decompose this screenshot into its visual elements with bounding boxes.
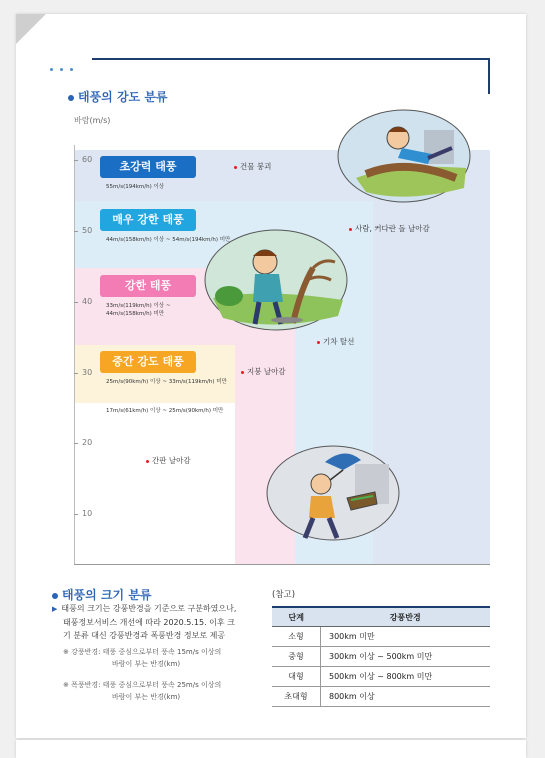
tick-50: 50 [82, 226, 93, 235]
header-radius: 강풍반경 [321, 607, 491, 627]
red-dot-icon [317, 341, 320, 344]
size-table [272, 606, 490, 707]
cell-radius: 500km 이상 ~ 800km 미만 [321, 667, 491, 687]
illustration-person-blown-away [336, 108, 472, 204]
note-storm-radius: ※ 폭풍반경: 태풍 중심으로부터 풍속 25m/s 이상의 바람이 부는 반경(km) [63, 681, 222, 701]
size-body: ▶ 태풍의 크기는 강풍반경을 기준으로 구분하였으나, 태풍정보서비스 개선에 따라 2020.5.15. 이후 크 기 분류 대신 강풍반경과 폭풍반경 정보로 제공 [52, 604, 237, 640]
tick-mark [74, 302, 78, 303]
table-row [272, 687, 490, 707]
tick-mark [74, 373, 78, 374]
table-header-row [272, 607, 490, 627]
level-medium-pill: 중간 강도 태풍 [100, 351, 196, 373]
triangle-bullet-icon: ▶ [52, 605, 58, 613]
illustration-tree-bending [203, 228, 349, 332]
table-row [272, 627, 490, 647]
size-section-title: 태풍의 크기 분류 [52, 586, 152, 603]
red-dot-icon [146, 460, 149, 463]
note-gale-radius: ※ 강풍반경: 태풍 중심으로부터 풍속 15m/s 이상의 바람이 부는 반경(km) [63, 648, 222, 668]
level-strong-desc-2: 44m/s(158km/h) 미만 [106, 311, 165, 317]
level-super-desc: 55m/s(194km/h) 이상 [106, 184, 165, 190]
effect-train: 기차 탈선 [317, 336, 354, 347]
level-strong-desc-1: 33m/s(119km/h) 이상 ~ [106, 303, 171, 309]
cell-radius: 800km 이상 [321, 687, 491, 707]
level-super-pill: 초강력 태풍 [100, 156, 196, 178]
table-row [272, 667, 490, 687]
y-axis-label: 바람(m/s) [74, 116, 111, 125]
red-dot-icon [241, 371, 244, 374]
tick-30: 30 [82, 368, 93, 377]
illustration-umbrella-wind [265, 444, 401, 542]
level-very-strong-desc: 44m/s(158km/h) 이상 ~ 54m/s(194km/h) 미만 [106, 237, 231, 243]
x-axis [74, 564, 490, 565]
effect-people-stones: 사람, 커다란 돌 날아감 [349, 223, 430, 234]
tick-mark [74, 443, 78, 444]
cell-level: 소형 [272, 627, 321, 647]
level-tropical-desc: 17m/s(61km/h) 이상 ~ 25m/s(90km/h) 미만 [106, 408, 224, 414]
level-very-strong-pill: 매우 강한 태풍 [100, 209, 196, 231]
red-dot-icon [349, 228, 352, 231]
tick-60: 60 [82, 155, 93, 164]
tick-mark [74, 160, 78, 161]
cell-radius: 300km 미만 [321, 627, 491, 647]
header-level: 단계 [272, 607, 321, 627]
red-dot-icon [234, 166, 237, 169]
cell-level: 초대형 [272, 687, 321, 707]
intensity-section-title: 태풍의 강도 분류 [68, 88, 168, 105]
page-fold-corner [16, 14, 46, 44]
cell-level: 대형 [272, 667, 321, 687]
reference-label: (참고) [272, 590, 296, 600]
header-rule [92, 58, 490, 60]
bullet-icon [68, 95, 74, 101]
level-strong-pill: 강한 태풍 [100, 275, 196, 297]
cell-radius: 300km 이상 ~ 500km 미만 [321, 647, 491, 667]
y-axis [74, 145, 75, 565]
effect-signboard: 간판 날아감 [146, 455, 191, 466]
tick-20: 20 [82, 438, 93, 447]
decor-dots [50, 56, 80, 75]
cell-level: 중형 [272, 647, 321, 667]
tick-mark [74, 231, 78, 232]
effect-building: 건물 붕괴 [234, 161, 271, 172]
tick-10: 10 [82, 509, 93, 518]
effect-roof: 지붕 날아감 [241, 366, 286, 377]
header-rule-vertical [488, 58, 490, 94]
level-medium-desc: 25m/s(90km/h) 이상 ~ 33m/s(119km/h) 미만 [106, 379, 227, 385]
tick-mark [74, 514, 78, 515]
next-page-edge [16, 740, 526, 758]
bullet-icon [52, 593, 58, 599]
table-row [272, 647, 490, 667]
tick-40: 40 [82, 297, 93, 306]
band-tropical [75, 403, 235, 565]
